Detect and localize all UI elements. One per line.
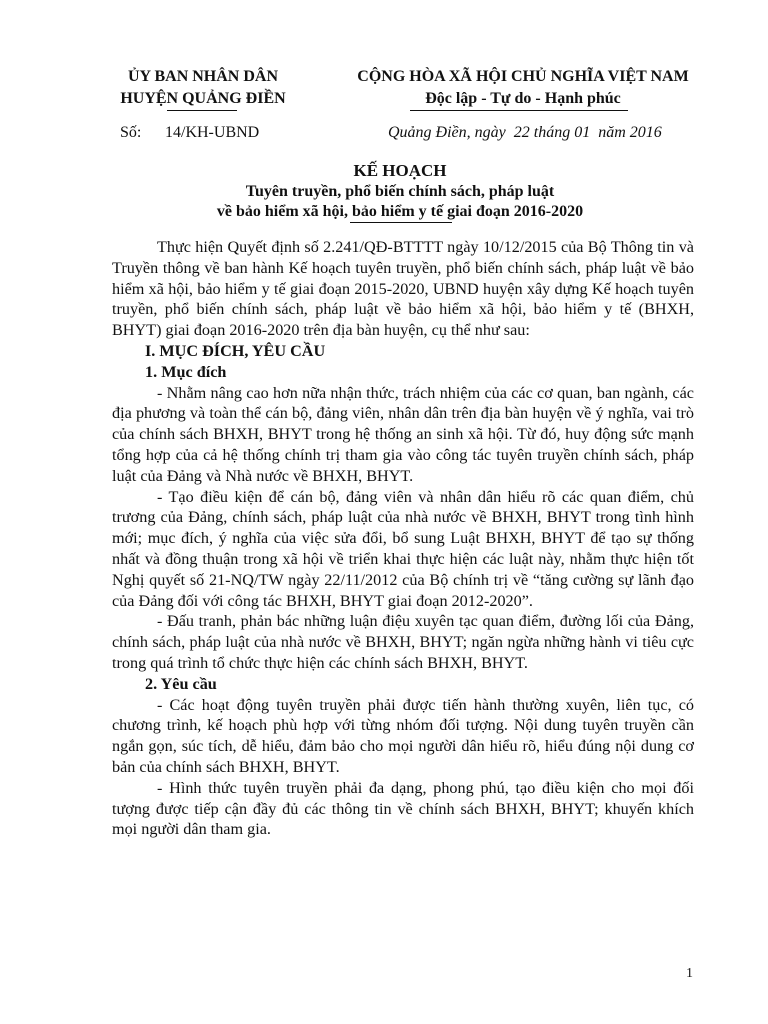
document-title [110, 160, 690, 222]
motto-underline [410, 110, 628, 111]
page-number: 1 [686, 966, 693, 981]
document-number: 14/KH-UBND [165, 124, 260, 141]
document-body [112, 237, 694, 840]
purpose-item: - Nhằm nâng cao hơn nữa nhận thức, trách nhiệm của các cơ quan, ban ngành, các địa phương và toàn thể cán bộ, đảng viên, nhân dân trên địa bàn huyện về ý nghĩa, vai trò của chính sách BHXH, BHYT trong hệ thống an sinh xã hội. Từ đó, huy động sức mạnh tổng hợp của cả hệ thống chính trị tham gia vào công tác tuyên truyền chính sách, pháp luật của Đảng và Nhà nước về BHXH, BHYT. [112, 383, 694, 485]
agency-line-2: HUYỆN QUẢNG ĐIỀN [120, 90, 286, 107]
nation-motto: Độc lập - Tự do - Hạnh phúc [425, 90, 621, 107]
section-heading: I. MỤC ĐÍCH, YÊU CẦU [145, 341, 326, 360]
title-line-2: về bảo hiểm xã hội, bảo hiểm y tế giai đoạn 2016-2020 [216, 203, 584, 220]
issuing-agency [92, 66, 314, 110]
nation-line-1: CỘNG HÒA XÃ HỘI CHỦ NGHĨA VIỆT NAM [357, 68, 689, 85]
document-number-label: Số: [120, 124, 142, 141]
intro-paragraph: Thực hiện Quyết định số 2.241/QĐ-BTTTT ngày 10/12/2015 của Bộ Thông tin và Truyền thông về ban hành Kế hoạch tuyên truyền, phổ biến chính sách, pháp luật về bảo hiểm xã hội, bảo hiểm y tế giai đoạn 2015-2020, UBND huyện xây dựng Kế hoạch tuyên truyền, phổ biến chính sách, pháp luật về bảo hiểm xã hội, bảo hiểm y tế (BHXH, BHYT) giai đoạn 2016-2020 trên địa bàn huyện, cụ thể như sau: [112, 238, 694, 340]
title-underline [350, 222, 452, 223]
document-type: KẾ HOẠCH [353, 161, 447, 180]
purpose-item: - Đấu tranh, phản bác những luận điệu xuyên tạc quan điểm, đường lối của Đảng, chính sách, pháp luật của nhà nước về BHXH, BHYT; ngăn ngừa những hành vi tiêu cực trong quá trình tổ chức thực hiện các chính sách BHXH, BHYT. [112, 612, 694, 672]
subsection-heading-purpose: 1. Mục đích [145, 362, 227, 381]
requirement-item: - Hình thức tuyên truyền phải đa dạng, phong phú, tạo điều kiện cho mọi đối tượng được tiếp cận đầy đủ các thông tin về chính sách BHXH, BHYT; khuyến khích mọi người dân tham gia. [112, 778, 694, 839]
requirement-item: - Các hoạt động tuyên truyền phải được tiến hành thường xuyên, liên tục, có chương trình, kế hoạch phù hợp với từng nhóm đối tượng. Nội dung tuyên truyền cần ngắn gọn, súc tích, dễ hiểu, đảm bảo cho mọi người dân hiểu rõ, hiểu đúng nội dung cơ bản của chính sách BHXH, BHYT. [112, 695, 694, 776]
subsection-heading-requirements: 2. Yêu cầu [145, 674, 217, 693]
agency-line-1: ỦY BAN NHÂN DÂN [127, 68, 279, 85]
place-and-date: Quảng Điền, ngày 22 tháng 01 năm 2016 [388, 124, 662, 141]
agency-underline [167, 110, 237, 111]
title-line-1: Tuyên truyền, phổ biến chính sách, pháp luật [245, 183, 555, 200]
purpose-item: - Tạo điều kiện để cán bộ, đảng viên và nhân dân hiểu rõ các quan điểm, chủ trương của Đảng, chính sách, pháp luật của nhà nước về BHXH, BHYT trong tình hình mới; mục đích, ý nghĩa của việc sửa đổi, bổ sung Luật BHXH, BHYT để tạo sự thống nhất và đồng thuận trong xã hội về triển khai thực hiện các luật này, nhằm thực hiện tốt Nghị quyết số 21-NQ/TW ngày 22/11/2012 của Bộ chính trị về “tăng cường sự lãnh đạo của Đảng đối với công tác BHXH, BHYT giai đoạn 2012-2020”. [112, 487, 694, 610]
national-header [334, 66, 712, 110]
